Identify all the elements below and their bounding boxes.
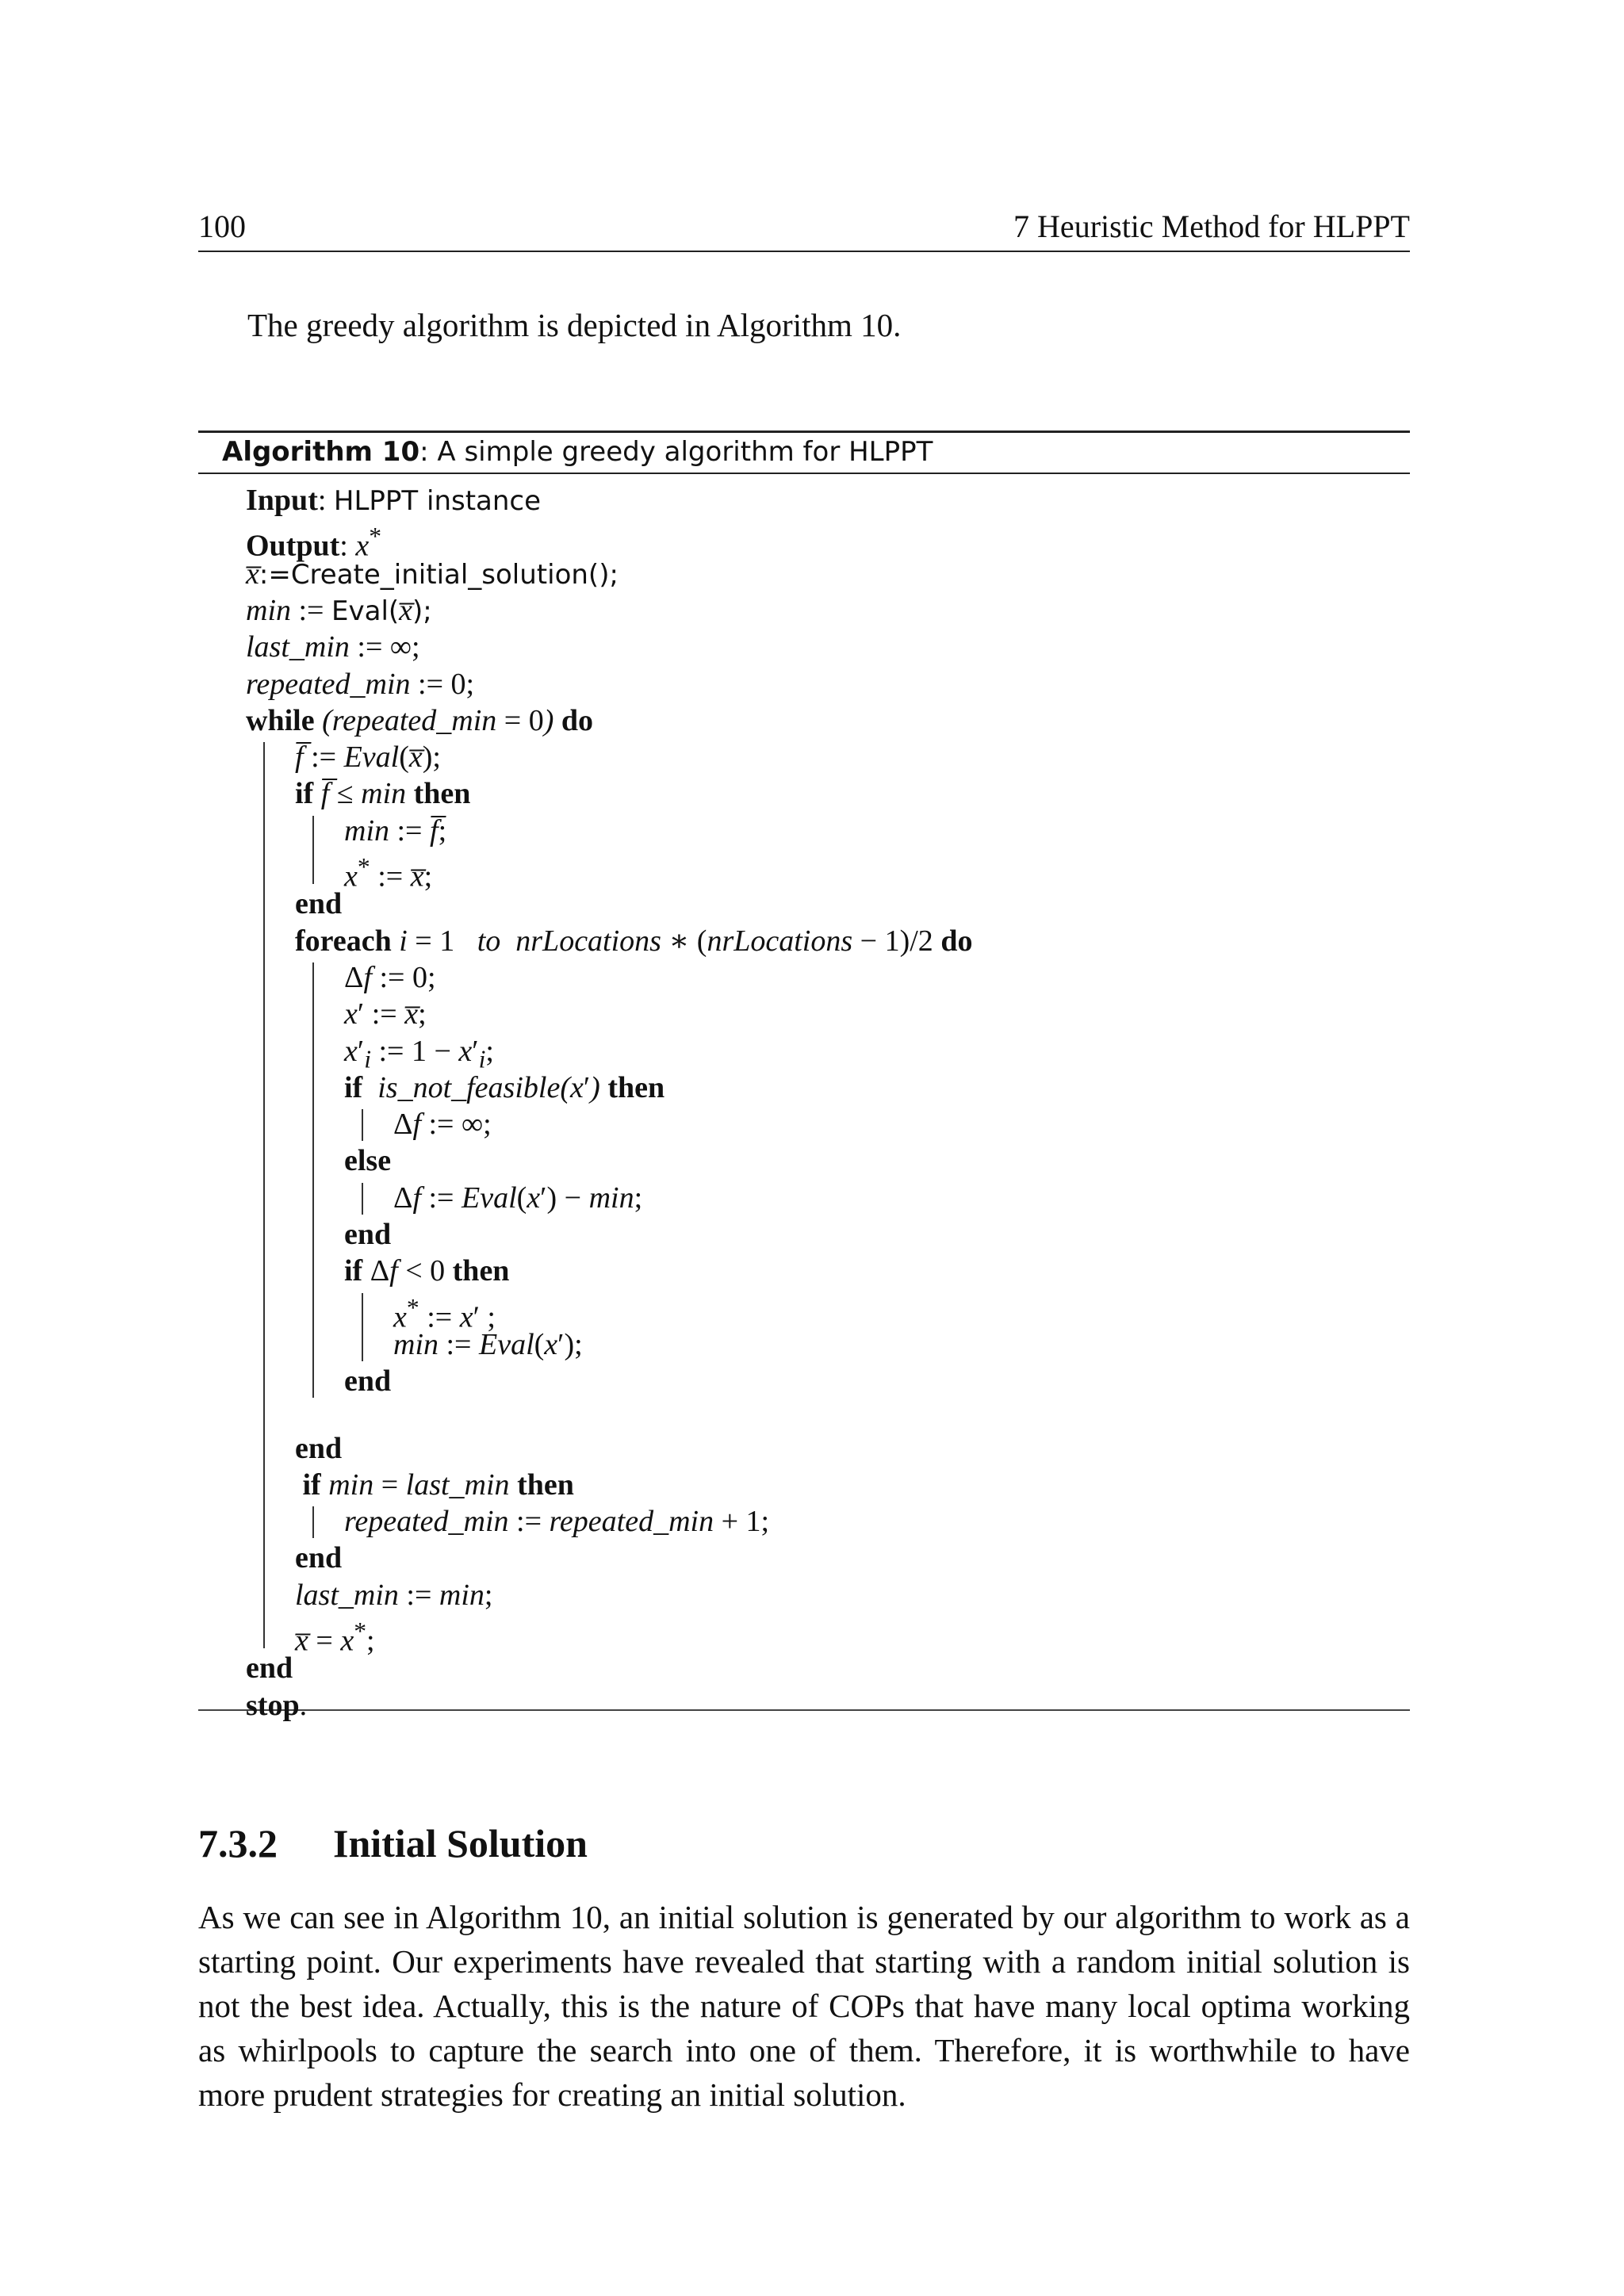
block-bar <box>263 742 265 1648</box>
algorithm-caption-label: Algorithm 10 <box>222 436 420 468</box>
page-number: 100 <box>198 209 246 244</box>
block-bar <box>312 816 314 884</box>
caption-rule <box>198 473 1410 474</box>
algorithm-line: if min = last_min then <box>302 1468 574 1502</box>
body-paragraph: As we can see in Algorithm 10, an initial solution is generated by our algorithm to work as a starting point. Our experiments have revealed that starting with a random initial solution is not the best idea. Actually, this is the nature of COPs that have many local optima working as whirlpools to capture the search into one of them. Therefore, it is worthwhile to have more prudent strategies for creating an initial solution. <box>198 1899 1410 2113</box>
algorithm-line: $x'_i$ := $1 - x'_i$; <box>344 1034 494 1073</box>
algorithm-line: end <box>295 1541 343 1575</box>
block-bar <box>312 962 314 1398</box>
section-heading <box>198 1820 588 1866</box>
algorithm-line: min := Eval(x̅); <box>246 593 432 627</box>
algorithm-line: x̅ = x*; <box>295 1617 375 1658</box>
algorithm-line: x̅:=Create_initial_solution(); <box>246 557 619 591</box>
algorithm-line: if is_not_feasible(x′) then <box>344 1070 665 1104</box>
algorithm-line: end <box>246 1651 293 1686</box>
algorithm-line: foreach i = 1 to nrLocations ∗ (nrLocations − 1)/2 do <box>295 924 973 958</box>
algorithm-caption-text: : A simple greedy algorithm for HLPPT <box>419 436 933 468</box>
algorithm-line: f̅ := Eval(x̅); <box>295 740 441 775</box>
algorithm-line: stop. <box>246 1688 308 1722</box>
algorithm-line: x* := x′ ; <box>393 1293 496 1334</box>
block-bar <box>362 1293 363 1361</box>
intro-sentence: The greedy algorithm is depicted in Algorithm 10. <box>247 307 902 343</box>
algorithm-line: end <box>344 1218 392 1251</box>
algorithm-line: last_min := min; <box>295 1578 493 1612</box>
algorithm-caption <box>222 433 933 471</box>
algorithm-line: Input: HLPPT instance <box>246 484 542 517</box>
block-bar <box>312 1506 314 1538</box>
running-header <box>198 205 1410 252</box>
algorithm-box <box>198 430 1410 1722</box>
algorithm-line: x′ := x̅; <box>344 997 427 1031</box>
algorithm-line: Δf := 0; <box>344 960 436 994</box>
section-number: 7.3.2 <box>198 1821 278 1866</box>
block-bar <box>362 1183 363 1215</box>
algorithm-line: else <box>344 1144 392 1178</box>
algorithm-line: end <box>295 887 343 921</box>
running-title: 7 Heuristic Method for HLPPT <box>1013 209 1410 244</box>
algorithm-line: if f̅ ≤ min then <box>295 777 471 811</box>
algorithm-line: Output: x* <box>246 522 382 563</box>
algorithm-line: repeated_min := 0; <box>246 667 475 701</box>
algorithm-line: last_min := ∞; <box>246 630 420 664</box>
algorithm-line: if Δf < 0 then <box>344 1254 510 1288</box>
algorithm-line: Δf := ∞; <box>393 1108 492 1142</box>
section-title: Initial Solution <box>333 1821 588 1866</box>
algorithm-line: min := Eval(x′); <box>393 1327 583 1361</box>
block-bar <box>362 1109 363 1141</box>
algorithm-line: repeated_min := repeated_min + 1; <box>344 1505 770 1539</box>
algorithm-line: end <box>344 1364 392 1399</box>
algorithm-line: while (repeated_min = 0) do <box>246 703 593 737</box>
algorithm-line: min := f̅; <box>344 813 447 848</box>
algorithm-line: end <box>295 1431 343 1465</box>
algorithm-line: Δf := Eval(x′) − min; <box>393 1181 643 1215</box>
algorithm-line: x* := x̅; <box>344 853 433 894</box>
